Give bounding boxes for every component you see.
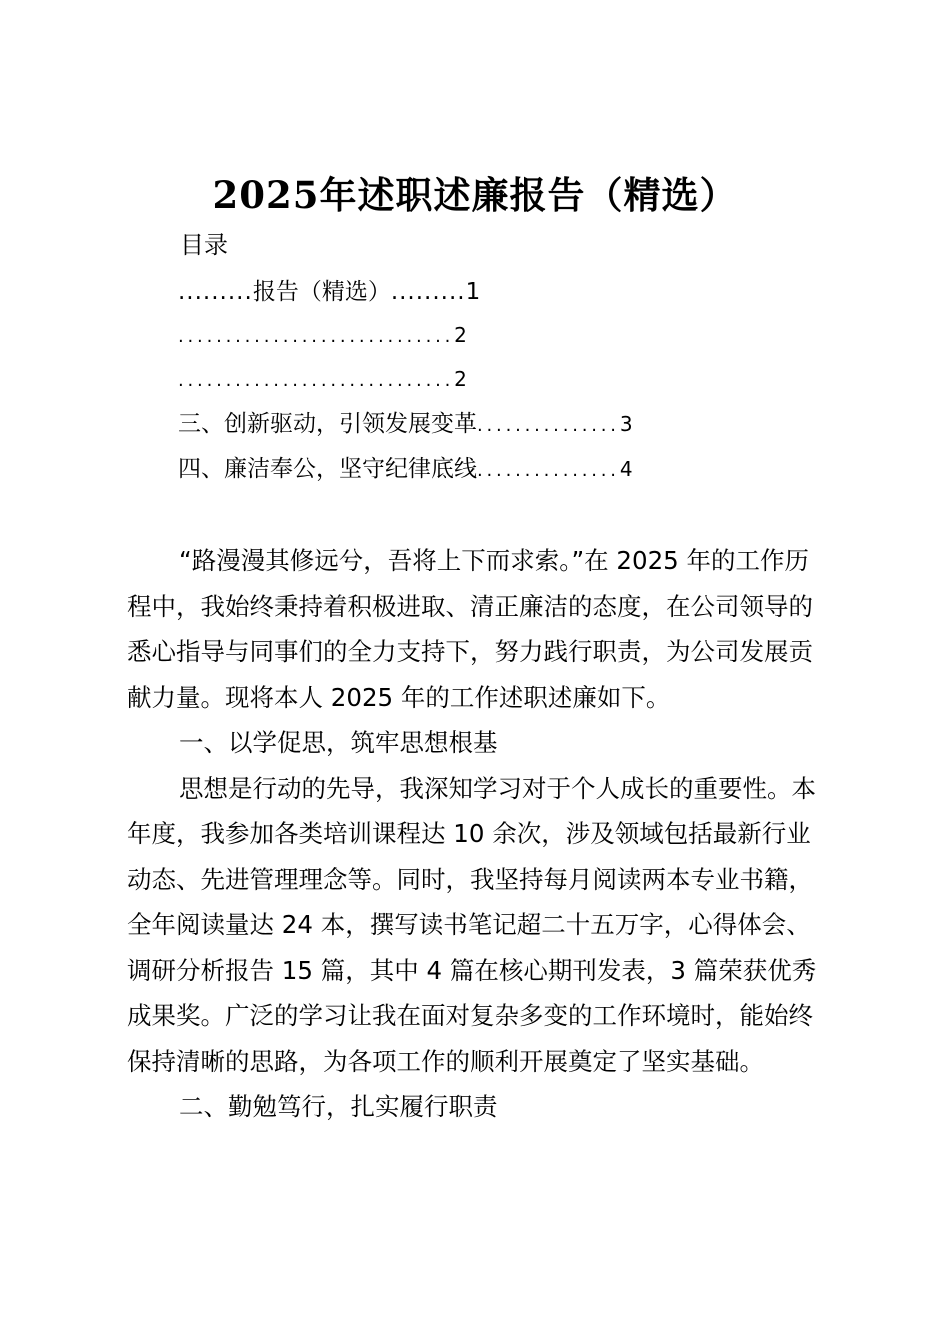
toc-entry-page: 4 xyxy=(619,457,633,481)
toc-entry-leader: ............... xyxy=(477,415,620,436)
toc-entry-text: 四、廉洁奉公，坚守纪律底线 xyxy=(178,456,477,482)
toc-entry-5[interactable] xyxy=(178,452,633,488)
toc-entry-text: 三、创新驱动，引领发展变革 xyxy=(178,411,477,437)
toc-entry-1[interactable] xyxy=(178,275,480,309)
toc-entry-leader: ......... xyxy=(390,279,466,305)
section-heading-2: 二、勤勉笃行，扎实履行职责 xyxy=(179,1092,498,1121)
toc-entry-4[interactable] xyxy=(178,407,633,443)
toc-label: 目录 xyxy=(180,231,228,259)
section-heading-1: 一、以学促思，筑牢思想根基 xyxy=(179,728,498,757)
toc-entry-text: 报告（精选） xyxy=(252,279,391,305)
toc-entry-page: 3 xyxy=(619,412,633,436)
document-title: 2025年述职述廉报告（精选） xyxy=(212,173,738,217)
toc-entry-page: 2 xyxy=(454,367,467,391)
section-1-paragraph: 思想是行动的先导，我深知学习对于个人成长的重要性。本年度，我参加各类培训课程达 10 余次，涉及领域包括最新行业动态、先进管理理念等。同时，我坚持每月阅读两本专业书籍，全年阅读量达 24 本，撰写读书笔记超二十五万字，心得体会、调研分析报告 15 篇，其中 4 篇在核心期刊发表，3 篇荣获优秀成果奖。广泛的学习让我在面对复杂多变的工作环境时，能始终保持清晰的思路，为各项工作的顺利开展奠定了坚实基础。 xyxy=(127,773,817,1076)
document-body xyxy=(127,538,833,1130)
toc-entry-leader: ............................. xyxy=(178,370,455,391)
toc-entry-3[interactable] xyxy=(178,362,467,398)
toc-entry-leader: ............................. xyxy=(178,326,455,347)
toc-entry-page: 2 xyxy=(454,323,467,347)
toc-entry-page: 1 xyxy=(465,279,481,305)
toc-entry-prefix: ......... xyxy=(178,279,253,305)
toc-entry-leader: ............... xyxy=(477,460,620,481)
intro-paragraph: “路漫漫其修远兮，吾将上下而求索。”在 2025 年的工作历程中，我始终秉持着积极进取、清正廉洁的态度，在公司领导的悉心指导与同事们的全力支持下，努力践行职责，为公司发展贡献力量。现将本人 2025 年的工作述职述廉如下。 xyxy=(127,546,813,712)
toc-entry-2[interactable] xyxy=(178,318,467,354)
